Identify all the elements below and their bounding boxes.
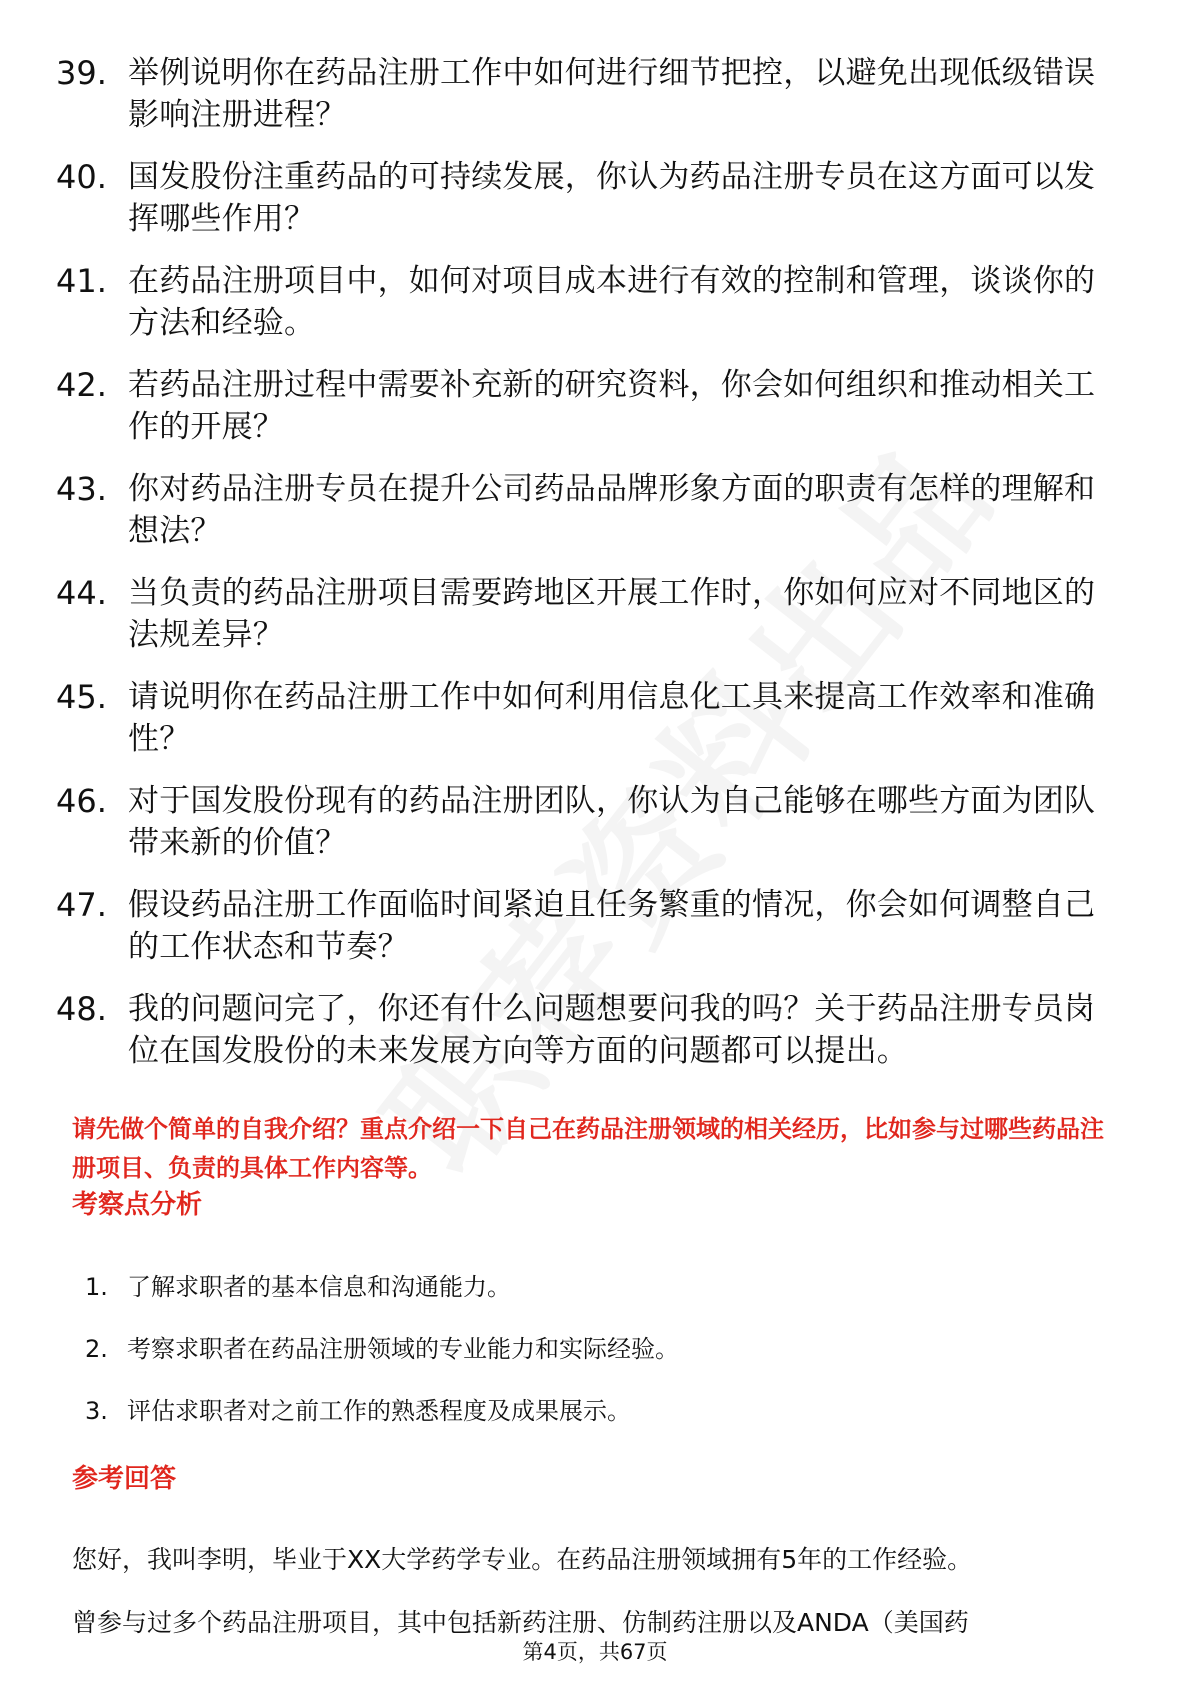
answer-title: 参考回答	[72, 1464, 177, 1494]
question-number: 43.	[56, 470, 107, 508]
analysis-number: 2.	[85, 1335, 108, 1363]
question-number: 42.	[56, 366, 107, 404]
highlight-question: 请先做个简单的自我介绍？重点介绍一下自己在药品注册领域的相关经历，比如参与过哪些药品注册项目、负责的具体工作内容等。	[72, 1115, 1104, 1182]
question-text: 我的问题问完了，你还有什么问题想要问我的吗？关于药品注册专员岗位在国发股份的未来发展方向等方面的问题都可以提出。	[128, 991, 1096, 1069]
analysis-text: 考察求职者在药品注册领域的专业能力和实际经验。	[127, 1335, 679, 1363]
question-text: 你对药品注册专员在提升公司药品品牌形象方面的职责有怎样的理解和想法？	[128, 471, 1096, 549]
question-item	[56, 572, 1116, 656]
question-text: 假设药品注册工作面临时间紧迫且任务繁重的情况，你会如何调整自己的工作状态和节奏？	[128, 887, 1096, 965]
question-number: 40.	[56, 158, 107, 196]
question-text: 国发股份注重药品的可持续发展，你认为药品注册专员在这方面可以发挥哪些作用？	[128, 159, 1096, 237]
analysis-list	[85, 1270, 1085, 1456]
question-item	[56, 260, 1116, 344]
question-item	[56, 988, 1116, 1072]
question-number: 46.	[56, 782, 107, 820]
question-text: 在药品注册项目中，如何对项目成本进行有效的控制和管理，谈谈你的方法和经验。	[128, 263, 1096, 341]
question-number: 45.	[56, 678, 107, 716]
question-text: 举例说明你在药品注册工作中如何进行细节把控，以避免出现低级错误影响注册进程？	[128, 55, 1096, 133]
answer-paragraph: 曾参与过多个药品注册项目，其中包括新药注册、仿制药注册以及ANDA（美国药	[72, 1608, 969, 1637]
question-text: 对于国发股份现有的药品注册团队，你认为自己能够在哪些方面为团队带来新的价值？	[128, 783, 1096, 861]
question-number: 39.	[56, 54, 107, 92]
question-number: 44.	[56, 574, 107, 612]
analysis-title: 考察点分析	[72, 1190, 203, 1220]
question-list	[56, 52, 1116, 1092]
question-item	[56, 676, 1116, 760]
analysis-number: 3.	[85, 1397, 108, 1425]
analysis-number: 1.	[85, 1273, 108, 1301]
question-item	[56, 468, 1116, 552]
question-text: 请说明你在药品注册工作中如何利用信息化工具来提高工作效率和准确性？	[128, 679, 1096, 757]
question-item	[56, 364, 1116, 448]
analysis-item	[85, 1270, 1085, 1332]
question-item	[56, 156, 1116, 240]
question-item	[56, 52, 1116, 136]
analysis-item	[85, 1394, 1085, 1456]
analysis-text: 评估求职者对之前工作的熟悉程度及成果展示。	[127, 1397, 631, 1425]
question-number: 47.	[56, 886, 107, 924]
question-text: 若药品注册过程中需要补充新的研究资料，你会如何组织和推动相关工作的开展？	[128, 367, 1096, 445]
question-item	[56, 884, 1116, 968]
answer-paragraph: 您好，我叫李明，毕业于XX大学药学专业。在药品注册领域拥有5年的工作经验。	[72, 1545, 973, 1574]
question-number: 48.	[56, 990, 107, 1028]
question-item	[56, 780, 1116, 864]
page-number: 第4页，共67页	[522, 1640, 668, 1664]
question-number: 41.	[56, 262, 107, 300]
analysis-item	[85, 1332, 1085, 1394]
analysis-text: 了解求职者的基本信息和沟通能力。	[127, 1273, 511, 1301]
question-text: 当负责的药品注册项目需要跨地区开展工作时，你如何应对不同地区的法规差异？	[128, 575, 1096, 653]
